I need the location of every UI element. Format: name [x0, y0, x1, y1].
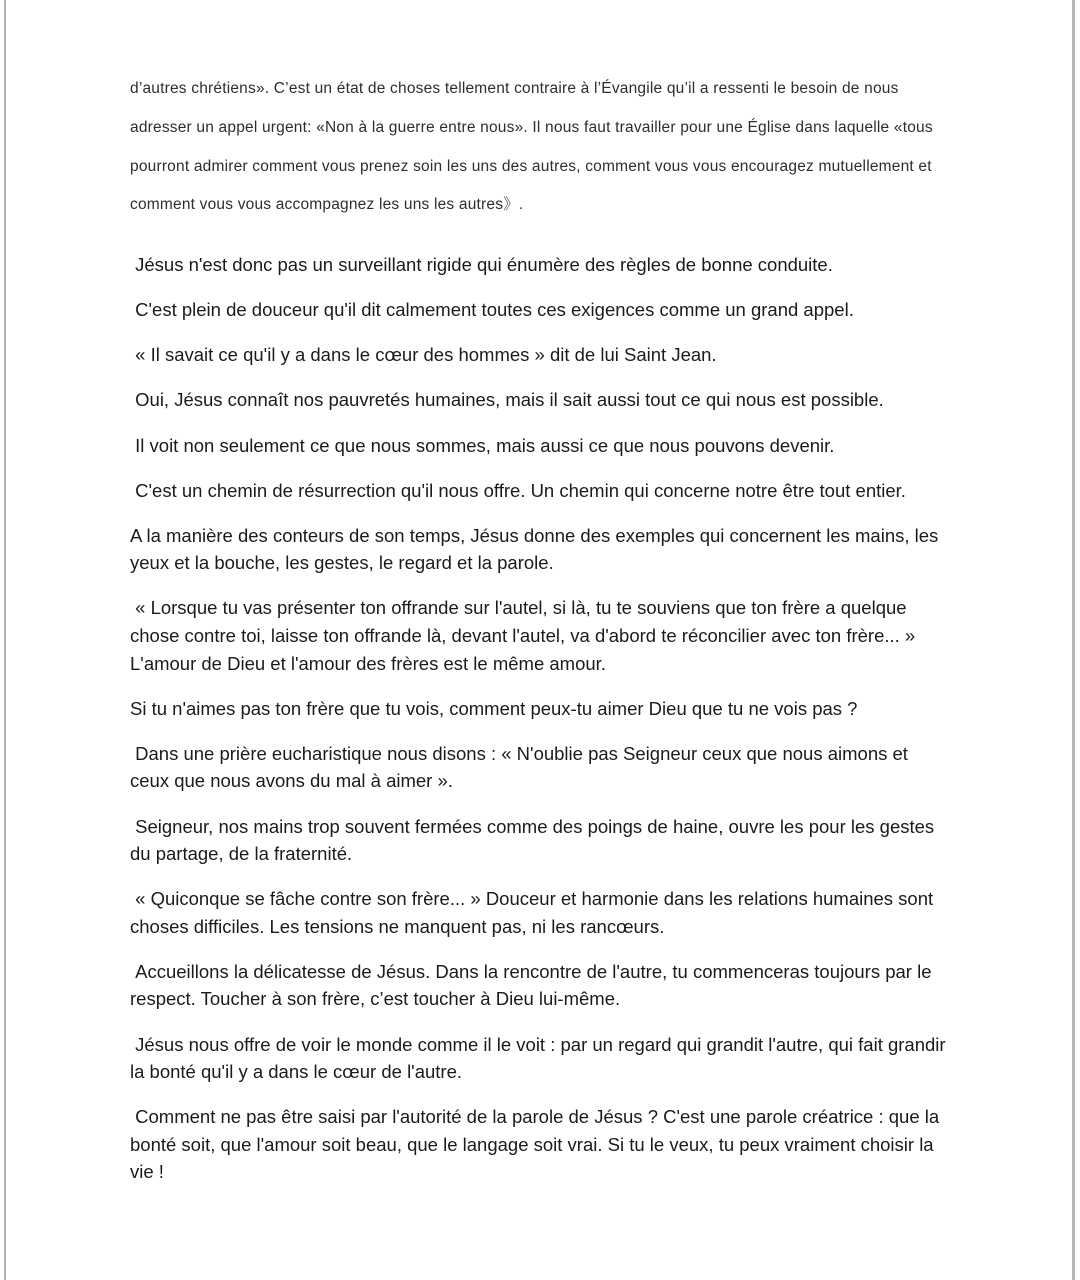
paragraph: C'est un chemin de résurrection qu'il nous offre. Un chemin qui concerne notre être tout entier.: [130, 479, 906, 501]
paragraph: Accueillons la délicatesse de Jésus. Dans la rencontre de l'autre, tu commenceras toujours par le respect. Toucher à son frère, c’est toucher à Dieu lui-même.: [130, 960, 937, 1010]
paragraph: « Quiconque se fâche contre son frère... » Douceur et harmonie dans les relations humaines sont choses difficiles. Les tensions ne manquent pas, ni les rancœurs.: [130, 888, 939, 937]
document-content: [130, 70, 956, 1204]
page-edge-line-right: [1072, 0, 1075, 1280]
paragraph: Oui, Jésus connaît nos pauvretés humaines, mais il sait aussi tout ce qui nous est possible.: [130, 389, 884, 411]
paragraph: A la manière des conteurs de son temps, Jésus donne des exemples qui concernent les mains, les yeux et la bouche, les gestes, le regard et la parole.: [130, 524, 944, 574]
paragraph: Seigneur, nos mains trop souvent fermées comme des poings de haine, ouvre les pour les gestes du partage, de la fraternité.: [130, 815, 940, 865]
paragraph: Il voit non seulement ce que nous sommes, mais aussi ce que nous pouvons devenir.: [130, 434, 835, 456]
paragraph: Jésus nous offre de voir le monde comme il le voit : par un regard qui grandit l'autre, qui fait grandir la bonté qu'il y a dans le cœur de l'autre.: [130, 1033, 951, 1083]
paragraph: C'est plein de douceur qu'il dit calmement toutes ces exigences comme un grand appel.: [130, 299, 854, 321]
paragraph: Si tu n'aimes pas ton frère que tu vois, comment peux-tu aimer Dieu que tu ne vois pas ?: [130, 697, 858, 719]
paragraph: Jésus n'est donc pas un surveillant rigide qui énumère des règles de bonne conduite.: [130, 254, 833, 276]
page-edge-line-left: [4, 0, 6, 1280]
paragraph: Comment ne pas être saisi par l'autorité de la parole de Jésus ? C'est une parole créatrice : que la bonté soit, que l'amour soit beau, que le langage soit vrai. Si tu le veux, tu peux vraiment choisir la vie !: [130, 1106, 945, 1183]
body-paragraphs: [130, 251, 956, 1186]
intro-paragraph: d’autres chrétiens». C’est un état de choses tellement contraire à l’Évangile qu’il a ressenti le besoin de nous adresser un appel urgent: «Non à la guerre entre nous». Il nous faut travailler pour une Église dans laquelle «tous pourront admirer comment vous prenez soin les uns des autres, comment vous vous encouragez mutuellement et comment vous vous accompagnez les uns les autres》.: [130, 80, 938, 214]
paragraph: Dans une prière eucharistique nous disons : « N'oublie pas Seigneur ceux que nous aimons et ceux que nous avons du mal à aimer ».: [130, 742, 914, 792]
paragraph: « Lorsque tu vas présenter ton offrande sur l'autel, si là, tu te souviens que ton frère a quelque chose contre toi, laisse ton offrande là, devant l'autel, va d'abord te réconcilier avec ton frère... » L'amour de Dieu et l'amour des frères est le même amour.: [130, 597, 921, 674]
paragraph: « Il savait ce qu'il y a dans le cœur des hommes » dit de lui Saint Jean.: [130, 344, 717, 366]
